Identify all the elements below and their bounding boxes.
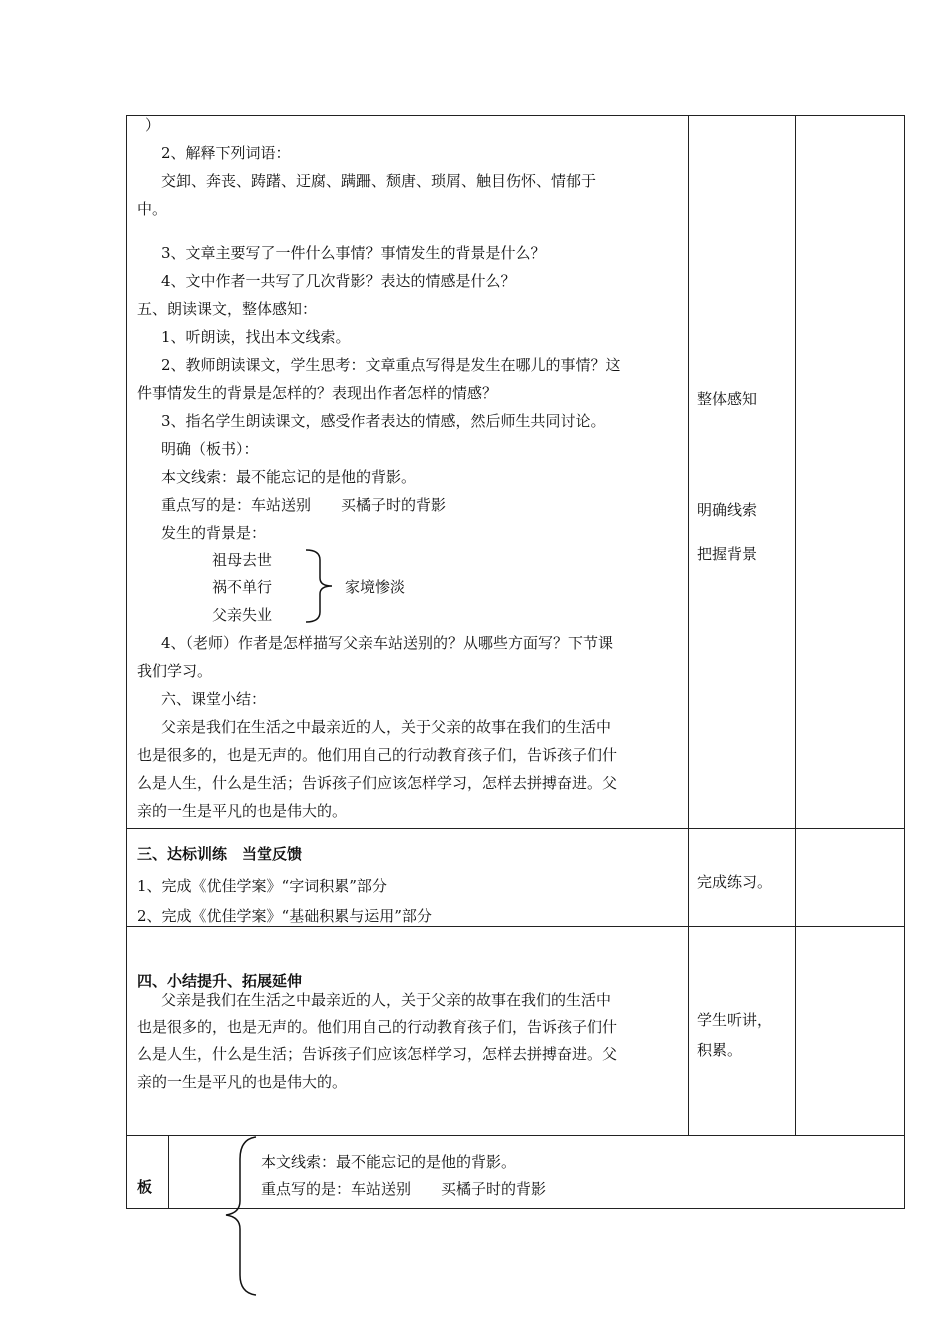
text-line: 明确（板书）： bbox=[161, 440, 259, 458]
board-line: 重点写的是：车站送别 买橘子时的背影 bbox=[261, 1180, 547, 1198]
text-line: 2、教师朗读课文，学生思考：文章重点写得是发生在哪儿的事情？这 bbox=[161, 356, 621, 374]
section-title: 三、达标训练 当堂反馈 bbox=[137, 845, 303, 863]
column-divider-notes bbox=[795, 115, 796, 1135]
text-line: 3、文章主要写了一件什么事情？事情发生的背景是什么？ bbox=[161, 244, 546, 262]
text-line: 1、完成《优佳学案》“字词积累”部分 bbox=[137, 877, 387, 895]
text-line: 发生的背景是： bbox=[161, 524, 267, 542]
text-line: 重点写的是：车站送别 买橘子时的背影 bbox=[161, 496, 447, 514]
side-note: 整体感知 bbox=[697, 390, 758, 408]
text-line: 亲的一生是平凡的也是伟大的。 bbox=[137, 1073, 348, 1091]
background-summary: 家境惨淡 bbox=[345, 578, 406, 596]
background-item: 父亲失业 bbox=[212, 606, 273, 624]
text-line: 3、指名学生朗读课文，感受作者表达的情感，然后师生共同讨论。 bbox=[161, 412, 606, 430]
board-label: 板 bbox=[137, 1178, 153, 1196]
left-brace-icon bbox=[222, 1135, 262, 1297]
table-top-border bbox=[126, 115, 905, 116]
board-label-divider bbox=[168, 1135, 169, 1208]
table-left-border bbox=[126, 115, 127, 1208]
column-divider-content bbox=[688, 115, 689, 1135]
text-line: 本文线索：最不能忘记的是他的背影。 bbox=[161, 468, 417, 486]
text-line: 也是很多的，也是无声的。他们用自己的行动教育孩子们，告诉孩子们什 bbox=[137, 746, 618, 764]
text-line: 我们学习。 bbox=[137, 662, 213, 680]
board-line: 本文线索：最不能忘记的是他的背影。 bbox=[261, 1153, 517, 1171]
text-line: 么是人生，什么是生活；告诉孩子们应该怎样学习，怎样去拼搏奋进。父 bbox=[137, 774, 618, 792]
text-line: 五、朗读课文，整体感知： bbox=[137, 300, 318, 318]
text-line: 么是人生，什么是生活；告诉孩子们应该怎样学习，怎样去拼搏奋进。父 bbox=[137, 1045, 618, 1063]
text-line: 件事情发生的背景是怎样的？表现出作者怎样的情感？ bbox=[137, 384, 498, 402]
text-line: 1、听朗读，找出本文线索。 bbox=[161, 328, 351, 346]
side-note: 学生听讲， bbox=[697, 1011, 773, 1029]
section-title: 四、小结提升、拓展延伸 bbox=[137, 972, 303, 990]
text-line: 交卸、奔丧、踌躇、迂腐、蹒跚、颓唐、琐屑、触目伤怀、情郁于 bbox=[161, 172, 597, 190]
side-note: 明确线索 bbox=[697, 501, 758, 519]
text-line: 4、文中作者一共写了几次背影？表达的情感是什么？ bbox=[161, 272, 516, 290]
text-line: 4、（老师）作者是怎样描写父亲车站送别的？从哪些方面写？下节课 bbox=[161, 634, 614, 652]
side-note: 把握背景 bbox=[697, 545, 758, 563]
text-line: 父亲是我们在生活之中最亲近的人，关于父亲的故事在我们的生活中 bbox=[161, 718, 612, 736]
text-line: 父亲是我们在生活之中最亲近的人，关于父亲的故事在我们的生活中 bbox=[161, 991, 612, 1009]
background-item: 祸不单行 bbox=[212, 578, 273, 596]
row-divider-2 bbox=[126, 926, 905, 927]
table-right-border bbox=[904, 115, 905, 1208]
text-line: 六、课堂小结： bbox=[161, 690, 267, 708]
text-line: 亲的一生是平凡的也是伟大的。 bbox=[137, 802, 348, 820]
text-line: 中。 bbox=[137, 200, 168, 218]
text-line: 2、完成《优佳学案》“基础积累与运用”部分 bbox=[137, 907, 432, 925]
text-line: 2、解释下列词语： bbox=[161, 144, 291, 162]
side-note: 完成练习。 bbox=[697, 873, 773, 891]
text-line: 也是很多的，也是无声的。他们用自己的行动教育孩子们，告诉孩子们什 bbox=[137, 1018, 618, 1036]
text-line: ） bbox=[145, 116, 161, 134]
background-item: 祖母去世 bbox=[212, 551, 273, 569]
row-divider-1 bbox=[126, 828, 905, 829]
side-note: 积累。 bbox=[697, 1041, 743, 1059]
right-brace-icon bbox=[304, 548, 334, 624]
